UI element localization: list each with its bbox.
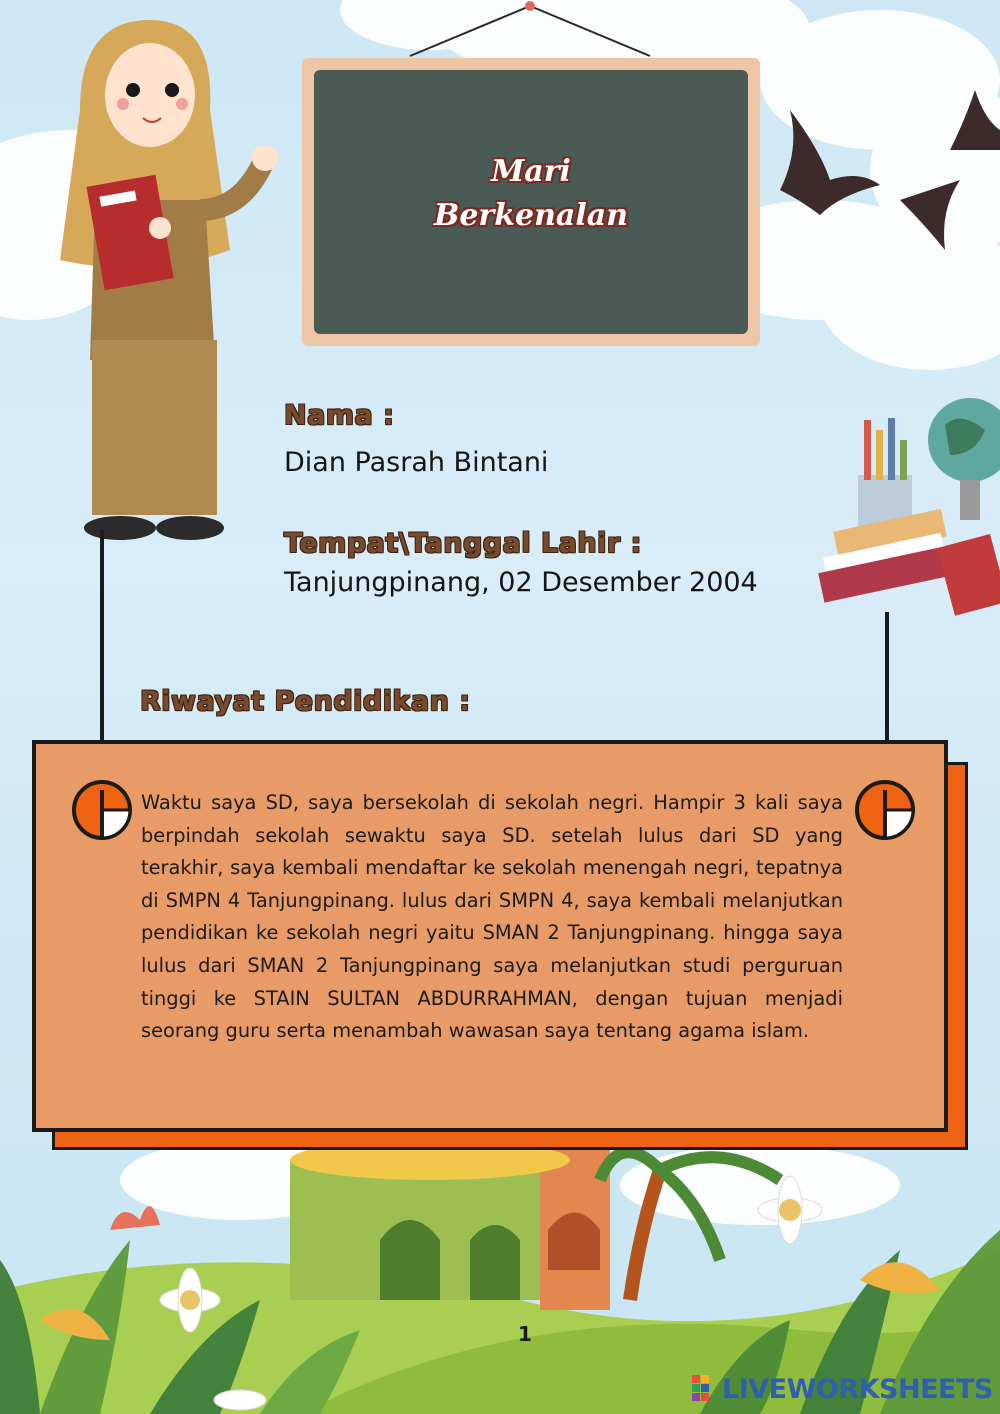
page-number: 1 xyxy=(518,1322,532,1346)
name-label: Nama : xyxy=(284,400,395,431)
board-title-line-1: Mari xyxy=(491,154,571,189)
mosque-illustration xyxy=(290,1140,610,1310)
education-text: Waktu saya SD, saya bersekolah di sekolah negri. Hampir 3 kali saya berpindah sekolah sewaktu saya SD. setelah lulus dari SD yang terakhir, saya kembali mendaftar ke sekolah menengah negri, tepatnya di SMPN 4 Tanjungpinang. lulus dari SMPN 4, saya kembali melanjutkan pendidikan ke sekolah negri yaitu SMAN 2 Tanjungpinang. hingga saya lulus dari SMAN 2 Tanjungpinang saya melanjutkan studi perguruan tinggi ke STAIN SULTAN ABDURRAHMAN, dengan tujuan menjadi seorang guru serta menambah wawasan saya tentang agama islam. xyxy=(141,791,843,1043)
board-title-line-2: Berkenalan xyxy=(433,198,629,233)
brand-text: LIVEWORKSHEETS xyxy=(722,1373,993,1405)
liveworksheets-logo[interactable] xyxy=(692,1372,993,1406)
education-label: Riwayat Pendidikan : xyxy=(140,686,471,717)
birth-label: Tempat\Tanggal Lahir : xyxy=(284,528,642,559)
name-value: Dian Pasrah Bintani xyxy=(284,447,549,478)
liveworksheets-mark-icon xyxy=(692,1375,718,1403)
right-ring-icon xyxy=(857,782,913,838)
birth-value: Tanjungpinang, 02 Desember 2004 xyxy=(284,567,758,598)
left-ring-icon xyxy=(74,782,130,838)
